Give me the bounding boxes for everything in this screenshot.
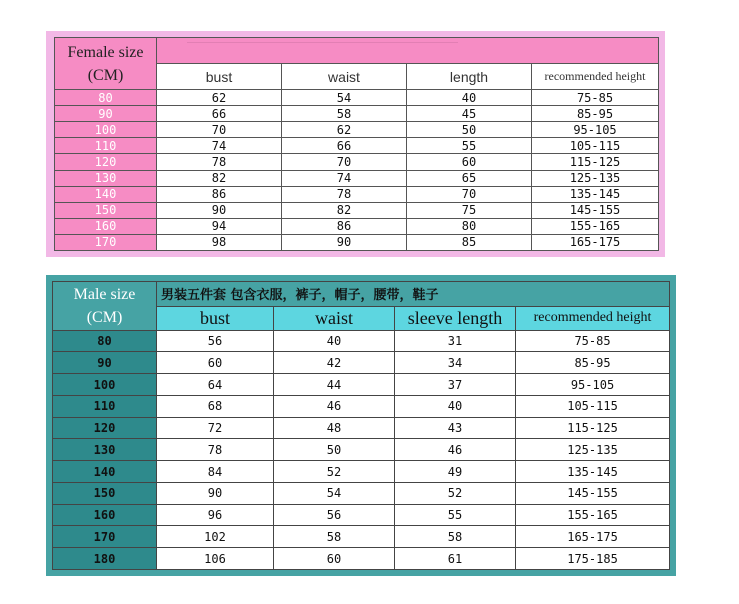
female-cell-height: 75-85 (532, 90, 659, 106)
male-cell-bust: 68 (157, 395, 274, 417)
male-size-chart (46, 275, 676, 576)
male-cell-bust: 96 (157, 504, 274, 526)
male-cell-size: 160 (53, 504, 157, 526)
female-table-row (55, 138, 659, 154)
male-banner: 男装五件套 包含衣服，裤子，帽子，腰带，鞋子 (157, 282, 670, 307)
female-cell-size: 140 (55, 186, 157, 202)
male-cell-bust: 56 (157, 330, 274, 352)
female-cell-waist: 82 (282, 202, 407, 218)
male-cell-sleeve: 43 (395, 417, 516, 439)
female-cell-length: 80 (407, 218, 532, 234)
female-cell-bust: 62 (157, 90, 282, 106)
male-cell-size: 180 (53, 548, 157, 570)
male-cell-size: 100 (53, 374, 157, 396)
female-cell-height: 135-145 (532, 186, 659, 202)
female-cell-length: 50 (407, 122, 532, 138)
female-table-row (55, 186, 659, 202)
male-cell-sleeve: 52 (395, 482, 516, 504)
female-col-bust: bust (157, 64, 282, 90)
female-size-header (55, 38, 157, 90)
male-cell-waist: 40 (274, 330, 395, 352)
female-cell-length: 60 (407, 154, 532, 170)
male-cell-waist: 58 (274, 526, 395, 548)
female-cell-length: 85 (407, 234, 532, 250)
male-cell-height: 155-165 (516, 504, 670, 526)
female-table-row (55, 170, 659, 186)
male-cell-height: 115-125 (516, 417, 670, 439)
male-cell-bust: 106 (157, 548, 274, 570)
female-cell-length: 70 (407, 186, 532, 202)
male-cell-size: 80 (53, 330, 157, 352)
male-cell-height: 165-175 (516, 526, 670, 548)
male-cell-height: 95-105 (516, 374, 670, 396)
male-cell-bust: 72 (157, 417, 274, 439)
male-cell-waist: 48 (274, 417, 395, 439)
female-cell-height: 125-135 (532, 170, 659, 186)
male-cell-height: 125-135 (516, 439, 670, 461)
male-table-row (53, 330, 670, 352)
female-cell-height: 155-165 (532, 218, 659, 234)
male-col-waist: waist (274, 306, 395, 330)
female-size-chart (46, 31, 665, 257)
male-table-row (53, 504, 670, 526)
male-cell-sleeve: 49 (395, 461, 516, 483)
female-cell-waist: 54 (282, 90, 407, 106)
male-table-row (53, 439, 670, 461)
female-cell-bust: 94 (157, 218, 282, 234)
female-cell-height: 165-175 (532, 234, 659, 250)
female-unit-label: (CM) (87, 66, 124, 84)
female-cell-waist: 58 (282, 106, 407, 122)
female-table-row (55, 122, 659, 138)
female-cell-size: 170 (55, 234, 157, 250)
female-cell-length: 55 (407, 138, 532, 154)
male-cell-sleeve: 55 (395, 504, 516, 526)
female-table-row (55, 106, 659, 122)
male-cell-height: 85-95 (516, 352, 670, 374)
male-cell-size: 110 (53, 395, 157, 417)
female-cell-bust: 78 (157, 154, 282, 170)
female-cell-height: 85-95 (532, 106, 659, 122)
female-cell-size: 120 (55, 154, 157, 170)
female-cell-height: 105-115 (532, 138, 659, 154)
female-cell-length: 40 (407, 90, 532, 106)
female-cell-bust: 82 (157, 170, 282, 186)
male-table-row (53, 526, 670, 548)
female-cell-length: 45 (407, 106, 532, 122)
female-cell-bust: 74 (157, 138, 282, 154)
female-cell-waist: 78 (282, 186, 407, 202)
female-cell-bust: 98 (157, 234, 282, 250)
female-cell-bust: 66 (157, 106, 282, 122)
male-cell-sleeve: 58 (395, 526, 516, 548)
female-cell-length: 75 (407, 202, 532, 218)
male-cell-bust: 78 (157, 439, 274, 461)
male-cell-waist: 46 (274, 395, 395, 417)
female-cell-length: 65 (407, 170, 532, 186)
male-cell-waist: 50 (274, 439, 395, 461)
female-table-row (55, 202, 659, 218)
female-banner (157, 38, 659, 64)
male-cell-waist: 60 (274, 548, 395, 570)
male-col-sleeve: sleeve length (395, 306, 516, 330)
male-col-bust: bust (157, 306, 274, 330)
male-cell-waist: 52 (274, 461, 395, 483)
female-cell-bust: 86 (157, 186, 282, 202)
female-table-row (55, 90, 659, 106)
male-cell-bust: 90 (157, 482, 274, 504)
female-cell-bust: 70 (157, 122, 282, 138)
male-table-row (53, 417, 670, 439)
female-col-height: recommended height (532, 64, 659, 90)
male-cell-size: 150 (53, 482, 157, 504)
female-cell-size: 80 (55, 90, 157, 106)
male-cell-waist: 56 (274, 504, 395, 526)
male-cell-size: 140 (53, 461, 157, 483)
male-cell-height: 135-145 (516, 461, 670, 483)
male-cell-waist: 54 (274, 482, 395, 504)
female-cell-height: 145-155 (532, 202, 659, 218)
female-cell-waist: 66 (282, 138, 407, 154)
male-table-row (53, 395, 670, 417)
female-cell-waist: 62 (282, 122, 407, 138)
male-cell-bust: 60 (157, 352, 274, 374)
male-cell-size: 120 (53, 417, 157, 439)
male-cell-waist: 42 (274, 352, 395, 374)
female-table-row (55, 154, 659, 170)
female-cell-height: 115-125 (532, 154, 659, 170)
male-cell-bust: 84 (157, 461, 274, 483)
male-size-header (53, 282, 157, 331)
male-cell-sleeve: 31 (395, 330, 516, 352)
female-size-table (54, 37, 659, 251)
male-cell-sleeve: 37 (395, 374, 516, 396)
male-cell-size: 130 (53, 439, 157, 461)
male-cell-sleeve: 46 (395, 439, 516, 461)
male-cell-waist: 44 (274, 374, 395, 396)
male-cell-sleeve: 61 (395, 548, 516, 570)
male-cell-height: 145-155 (516, 482, 670, 504)
female-cell-waist: 86 (282, 218, 407, 234)
female-cell-waist: 90 (282, 234, 407, 250)
female-size-label: Female size (67, 43, 144, 61)
female-cell-waist: 74 (282, 170, 407, 186)
male-table-row (53, 461, 670, 483)
male-unit-label: (CM) (86, 308, 123, 326)
male-table-row (53, 352, 670, 374)
female-cell-bust: 90 (157, 202, 282, 218)
male-cell-sleeve: 40 (395, 395, 516, 417)
male-cell-bust: 64 (157, 374, 274, 396)
female-cell-size: 160 (55, 218, 157, 234)
female-cell-size: 110 (55, 138, 157, 154)
male-table-row (53, 548, 670, 570)
male-cell-height: 75-85 (516, 330, 670, 352)
female-col-length: length (407, 64, 532, 90)
female-table-row (55, 234, 659, 250)
female-table-row (55, 218, 659, 234)
female-cell-size: 150 (55, 202, 157, 218)
female-cell-size: 90 (55, 106, 157, 122)
female-cell-size: 100 (55, 122, 157, 138)
male-size-label: Male size (73, 285, 136, 303)
female-cell-waist: 70 (282, 154, 407, 170)
male-cell-height: 175-185 (516, 548, 670, 570)
male-cell-bust: 102 (157, 526, 274, 548)
male-size-table (52, 281, 670, 570)
female-col-waist: waist (282, 64, 407, 90)
male-col-height: recommended height (516, 306, 670, 330)
male-cell-sleeve: 34 (395, 352, 516, 374)
male-table-row (53, 374, 670, 396)
male-cell-height: 105-115 (516, 395, 670, 417)
male-cell-size: 90 (53, 352, 157, 374)
female-cell-height: 95-105 (532, 122, 659, 138)
female-cell-size: 130 (55, 170, 157, 186)
male-table-row (53, 482, 670, 504)
male-cell-size: 170 (53, 526, 157, 548)
